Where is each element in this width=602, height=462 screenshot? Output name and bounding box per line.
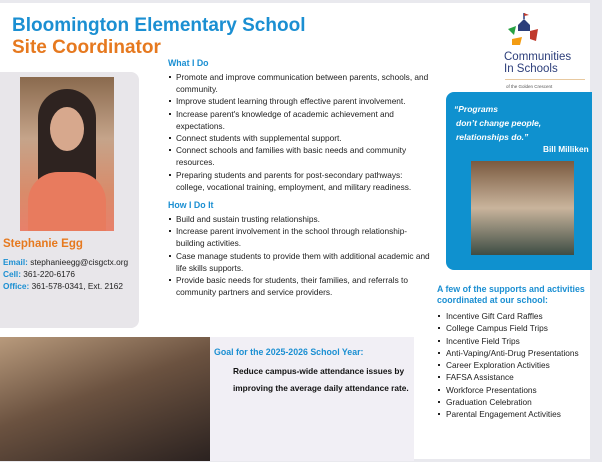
- quote-line: relationships do.”: [456, 132, 529, 142]
- supports-section: [437, 284, 587, 421]
- quote-line: don’t change people,: [456, 118, 542, 128]
- what-i-do-heading: What I Do: [168, 58, 209, 68]
- logo-line2: In Schools: [504, 63, 558, 75]
- quote-author: Bill Milliken: [543, 144, 589, 154]
- coordinator-name: Stephanie Egg: [3, 238, 83, 250]
- email-line: [3, 257, 128, 267]
- list-item: Incentive Gift Card Raffles: [437, 310, 587, 322]
- what-i-do-list: [168, 71, 433, 193]
- office-number: 361-578-0341, Ext. 2162: [31, 281, 123, 291]
- list-item: Provide basic needs for students, their families, and referrals to community partners and service providers.: [168, 274, 433, 298]
- list-item: Improve student learning through effective parent involvement.: [168, 95, 433, 107]
- list-item: Promote and improve communication between parents, schools, and community.: [168, 71, 433, 95]
- list-item: Anti-Vaping/Anti-Drug Presentations: [437, 347, 587, 359]
- page-title: Bloomington Elementary School: [12, 15, 306, 36]
- cell-label: Cell:: [3, 269, 21, 279]
- flyer-page: [0, 3, 590, 459]
- list-item: Career Exploration Activities: [437, 359, 587, 371]
- goal-text: Reduce campus-wide attendance issues by improving the average daily attendance rate.: [233, 366, 409, 393]
- logo-line1: Communities: [504, 51, 572, 63]
- goal-box: [210, 337, 414, 461]
- office-line: [3, 281, 123, 291]
- logo-line3: of the Golden Crescent: [506, 84, 553, 89]
- list-item: College Campus Field Trips: [437, 322, 587, 334]
- communities-in-schools-logo: [500, 11, 590, 89]
- list-item: Connect students with supplemental support.: [168, 132, 433, 144]
- email-link[interactable]: stephanieegg@cisgctx.org: [30, 257, 129, 267]
- duties-column: [168, 58, 433, 305]
- quote-box: [446, 92, 592, 270]
- profile-card: [0, 72, 139, 328]
- list-item: Workforce Presentations: [437, 384, 587, 396]
- list-item: Increase parent involvement in the school through relationship-building activities.: [168, 225, 433, 249]
- logo-mark-icon: [504, 11, 544, 47]
- students-photo: [471, 161, 574, 255]
- list-item: Connect schools and families with basic needs and community resources.: [168, 144, 433, 168]
- list-item: Preparing students and parents for post-secondary pathways: college, vocational training, employment, and military readiness.: [168, 169, 433, 193]
- goal-heading: Goal for the 2025-2026 School Year:: [214, 347, 364, 357]
- cell-line: [3, 269, 75, 279]
- quote-line: “Programs: [454, 104, 498, 114]
- list-item: Build and sustain trusting relationships.: [168, 213, 433, 225]
- list-item: Incentive Field Trips: [437, 335, 587, 347]
- list-item: Graduation Celebration: [437, 396, 587, 408]
- quote-text: [454, 102, 541, 144]
- coordinator-photo: [20, 77, 114, 231]
- classroom-photo: [0, 337, 210, 461]
- page-subtitle: Site Coordinator: [12, 37, 161, 58]
- list-item: Case manage students to provide them with additional academic and life skills supports.: [168, 250, 433, 274]
- list-item: FAFSA Assistance: [437, 371, 587, 383]
- list-item: Parental Engagement Activities: [437, 408, 587, 420]
- how-i-do-it-heading: How I Do It: [168, 200, 214, 211]
- supports-list: [437, 310, 587, 421]
- supports-heading: A few of the supports and activities coordinated at our school:: [437, 284, 585, 305]
- list-item: Increase parent's knowledge of academic achievement and expectations.: [168, 108, 433, 132]
- office-label: Office:: [3, 281, 30, 291]
- email-label: Email:: [3, 257, 28, 267]
- cell-number: 361-220-6176: [23, 269, 75, 279]
- how-i-do-it-list: [168, 213, 433, 298]
